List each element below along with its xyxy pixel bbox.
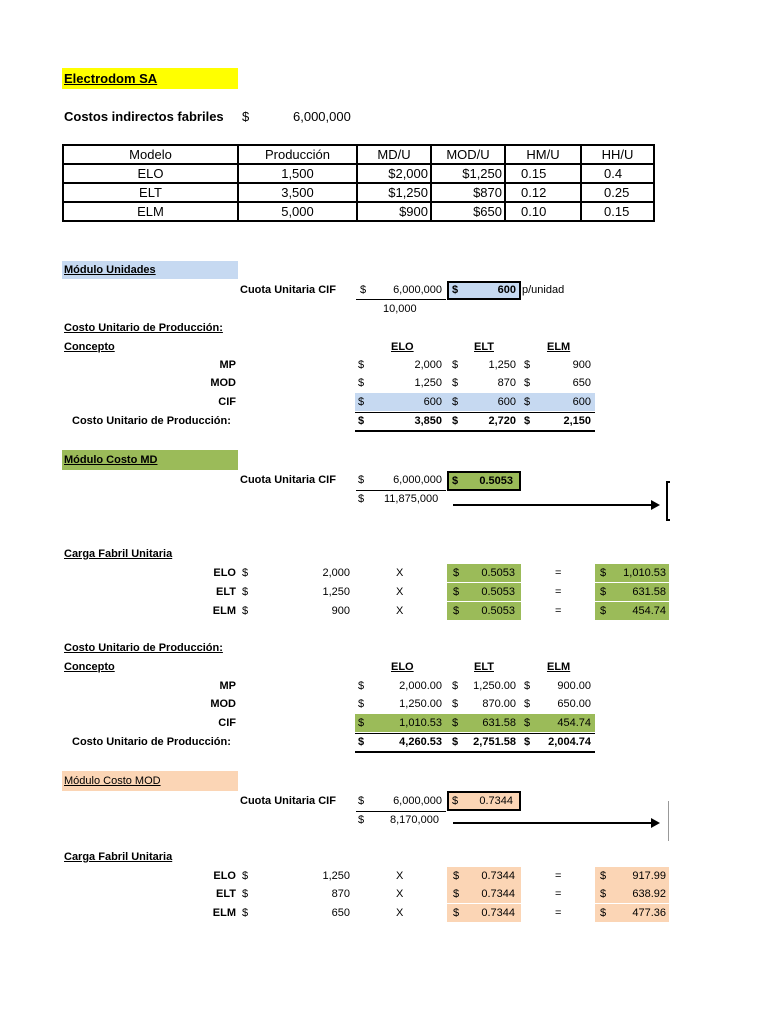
cur-sign: $: [358, 359, 365, 371]
section-title-text: Módulo Costo MOD: [64, 775, 161, 787]
row-label: MOD: [210, 377, 236, 389]
unit-label: p/unidad: [522, 284, 565, 296]
table-cell: $870: [431, 183, 505, 202]
base-value: 900: [331, 605, 350, 617]
cur-sign: $: [453, 586, 460, 598]
summary-table: [62, 144, 655, 222]
result-cell: [595, 583, 669, 601]
total-value: 2,004.74: [548, 736, 591, 748]
concepto-label: Concepto: [64, 661, 115, 673]
arrow-line: [453, 822, 653, 824]
cur-sign: $: [453, 907, 460, 919]
total-value: 3,850: [414, 415, 442, 427]
rate-cell: [447, 602, 521, 620]
concepto-label: Concepto: [64, 341, 115, 353]
cuota-label: Cuota Unitaria CIF: [240, 284, 336, 296]
cur-sign: $: [453, 888, 460, 900]
total-value: 2,720: [488, 415, 516, 427]
cur-sign: $: [453, 870, 460, 882]
cur-sign: $: [453, 605, 460, 617]
result-cell: [595, 602, 669, 620]
cuota-result: 0.5053: [479, 475, 513, 487]
table-cell: 0.12: [505, 183, 581, 202]
cur-sign: $: [358, 795, 365, 807]
cur-sign: $: [360, 284, 367, 296]
cuota-label: Cuota Unitaria CIF: [240, 795, 336, 807]
cu-title: Costo Unitario de Producción:: [64, 322, 223, 334]
table-cell: ELO: [63, 164, 238, 183]
row-label: ELM: [212, 907, 236, 919]
cur-sign: $: [524, 717, 531, 729]
rate-value: 0.7344: [481, 870, 515, 882]
result-cell: [595, 867, 669, 885]
cif-currency: $: [242, 109, 250, 124]
total-line-bottom: [355, 751, 595, 753]
cur-sign: $: [358, 814, 365, 826]
row-label: CIF: [218, 717, 236, 729]
section-title-unidades: [62, 261, 238, 279]
cuota-result: 0.7344: [479, 795, 513, 807]
cuota-label: Cuota Unitaria CIF: [240, 474, 336, 486]
bracket-bottom: [666, 519, 670, 521]
cuota-denominator: 11,875,000: [384, 493, 439, 505]
row-label: MP: [219, 359, 236, 371]
value-cell: 1,250.00: [399, 698, 442, 710]
rate-cell: [447, 867, 521, 885]
col-elt: ELT: [474, 661, 494, 673]
rate-value: 0.7344: [481, 888, 515, 900]
cuota-result: 600: [497, 284, 516, 296]
arrow-head-icon: [651, 500, 660, 510]
rate-value: 0.7344: [481, 907, 515, 919]
value-cell: 900.00: [557, 680, 591, 692]
col-elm: ELM: [547, 661, 571, 673]
fraction-line: [356, 811, 446, 812]
col-elo: ELO: [391, 661, 414, 673]
total-value: 2,150: [563, 415, 591, 427]
table-cell: $1,250: [357, 183, 431, 202]
cur-sign: $: [452, 377, 459, 389]
cur-sign: $: [242, 870, 249, 882]
result-cur: $: [452, 284, 459, 296]
result-value: 477.36: [632, 907, 666, 919]
header-mod-u: MOD/U: [431, 145, 505, 164]
base-value: 870: [331, 888, 350, 900]
value-cell: 1,250.00: [473, 680, 516, 692]
row-label: MP: [219, 680, 236, 692]
cur-sign: $: [358, 474, 365, 486]
result-cell: [595, 564, 669, 582]
rate-cell: [447, 885, 521, 903]
header-modelo: Modelo: [63, 145, 238, 164]
total-value: 4,260.53: [399, 736, 442, 748]
row-label: MOD: [210, 698, 236, 710]
cur-sign: $: [358, 736, 365, 748]
value-cell: 600: [423, 396, 442, 408]
total-label: Costo Unitario de Producción:: [72, 736, 231, 748]
value-cell: 2,000: [414, 359, 442, 371]
cur-sign: $: [524, 415, 531, 427]
bracket-mark: [666, 481, 668, 521]
value-cell: 650.00: [557, 698, 591, 710]
times-sign: X: [396, 605, 404, 617]
table-cell: 0.4: [581, 164, 654, 183]
cuota-numerator: 6,000,000: [393, 795, 442, 807]
cuota-result-box: [447, 471, 521, 491]
rate-value: 0.5053: [481, 586, 515, 598]
bracket-top: [666, 481, 670, 483]
header-hm-u: HM/U: [505, 145, 581, 164]
total-line-top: [355, 412, 595, 413]
total-line-bottom: [355, 430, 595, 432]
value-cell: 1,010.53: [399, 717, 442, 729]
result-value: 631.58: [632, 586, 666, 598]
table-cell: 1,500: [238, 164, 357, 183]
table-row: [63, 183, 654, 202]
base-value: 2,000: [322, 567, 350, 579]
cur-sign: $: [524, 396, 531, 408]
value-cell: 1,250: [488, 359, 516, 371]
table-cell: $650: [431, 202, 505, 221]
cur-sign: $: [600, 888, 607, 900]
cur-sign: $: [524, 377, 531, 389]
base-value: 1,250: [322, 586, 350, 598]
equals-sign: =: [555, 870, 562, 882]
equals-sign: =: [555, 605, 562, 617]
cur-sign: $: [524, 359, 531, 371]
value-cell: 600: [497, 396, 516, 408]
cur-sign: $: [600, 605, 607, 617]
table-cell: ELM: [63, 202, 238, 221]
cur-sign: $: [452, 698, 459, 710]
fraction-line: [356, 490, 446, 491]
cuota-result-box: [447, 281, 521, 300]
rate-cell: [447, 583, 521, 601]
result-cur: $: [452, 795, 459, 807]
cur-sign: $: [242, 586, 249, 598]
rate-value: 0.5053: [481, 567, 515, 579]
cur-sign: $: [452, 415, 459, 427]
cuota-numerator: 6,000,000: [393, 474, 442, 486]
equals-sign: =: [555, 586, 562, 598]
total-value: 2,751.58: [473, 736, 516, 748]
col-elm: ELM: [547, 341, 571, 353]
rate-cell: [447, 904, 521, 922]
arrow-head-icon: [651, 818, 660, 828]
table-cell: $900: [357, 202, 431, 221]
cur-sign: $: [600, 586, 607, 598]
cur-sign: $: [242, 567, 249, 579]
arrow-line: [453, 504, 653, 506]
result-value: 1,010.53: [623, 567, 666, 579]
total-line-top: [355, 733, 595, 734]
times-sign: X: [396, 888, 404, 900]
times-sign: X: [396, 586, 404, 598]
cur-sign: $: [453, 567, 460, 579]
header-hh-u: HH/U: [581, 145, 654, 164]
rate-value: 0.5053: [481, 605, 515, 617]
table-cell: 0.25: [581, 183, 654, 202]
equals-sign: =: [555, 567, 562, 579]
table-cell: 0.10: [505, 202, 581, 221]
col-elt: ELT: [474, 341, 494, 353]
cur-sign: $: [600, 567, 607, 579]
base-value: 1,250: [322, 870, 350, 882]
cur-sign: $: [358, 680, 365, 692]
cur-sign: $: [358, 396, 365, 408]
result-value: 454.74: [632, 605, 666, 617]
cif-value: 6,000,000: [293, 109, 351, 124]
value-cell: 900: [572, 359, 591, 371]
section-title-mod: [62, 771, 238, 791]
value-cell: 600: [572, 396, 591, 408]
table-row: [63, 202, 654, 221]
cur-sign: $: [358, 717, 365, 729]
result-cell: [595, 904, 669, 922]
carga-title: Carga Fabril Unitaria: [64, 851, 173, 863]
cur-sign: $: [358, 698, 365, 710]
result-value: 638.92: [632, 888, 666, 900]
cur-sign: $: [242, 605, 249, 617]
cur-sign: $: [242, 888, 249, 900]
result-cell: [595, 885, 669, 903]
cuota-denominator: 10,000: [383, 303, 417, 315]
value-cell: 631.58: [482, 717, 516, 729]
cur-sign: $: [452, 359, 459, 371]
col-elo: ELO: [391, 341, 414, 353]
row-label: ELT: [216, 888, 236, 900]
cuota-numerator: 6,000,000: [393, 284, 442, 296]
table-row: [63, 164, 654, 183]
row-label: CIF: [218, 396, 236, 408]
bracket-mark: [668, 801, 669, 841]
value-cell: 650: [572, 377, 591, 389]
cur-sign: $: [452, 680, 459, 692]
cur-sign: $: [452, 396, 459, 408]
cuota-result-box: [447, 791, 521, 811]
cu-title: Costo Unitario de Producción:: [64, 642, 223, 654]
table-cell: 0.15: [581, 202, 654, 221]
row-label: ELO: [213, 870, 236, 882]
value-cell: 454.74: [557, 717, 591, 729]
cur-sign: $: [524, 680, 531, 692]
cuota-denominator: 8,170,000: [390, 814, 439, 826]
header-md-u: MD/U: [357, 145, 431, 164]
cur-sign: $: [358, 493, 365, 505]
table-cell: 0.15: [505, 164, 581, 183]
rate-cell: [447, 564, 521, 582]
cur-sign: $: [600, 907, 607, 919]
table-cell: 3,500: [238, 183, 357, 202]
company-title: [62, 68, 238, 89]
section-title-text: Módulo Unidades: [64, 264, 156, 276]
cur-sign: $: [600, 870, 607, 882]
value-cell: 870: [497, 377, 516, 389]
times-sign: X: [396, 870, 404, 882]
cur-sign: $: [524, 736, 531, 748]
value-cell: 2,000.00: [399, 680, 442, 692]
company-name: Electrodom SA: [64, 71, 158, 86]
cif-label: Costos indirectos fabriles: [64, 109, 224, 124]
table-cell: $1,250: [431, 164, 505, 183]
table-cell: ELT: [63, 183, 238, 202]
cur-sign: $: [452, 736, 459, 748]
section-title-md: [62, 450, 238, 470]
base-value: 650: [331, 907, 350, 919]
row-label: ELT: [216, 586, 236, 598]
table-cell: $2,000: [357, 164, 431, 183]
carga-title: Carga Fabril Unitaria: [64, 548, 173, 560]
cur-sign: $: [524, 698, 531, 710]
section-title-text: Módulo Costo MD: [64, 454, 158, 466]
times-sign: X: [396, 907, 404, 919]
cur-sign: $: [358, 415, 365, 427]
result-cur: $: [452, 475, 459, 487]
equals-sign: =: [555, 888, 562, 900]
cur-sign: $: [242, 907, 249, 919]
value-cell: 1,250: [414, 377, 442, 389]
table-cell: 5,000: [238, 202, 357, 221]
row-label: ELM: [212, 605, 236, 617]
row-label: ELO: [213, 567, 236, 579]
times-sign: X: [396, 567, 404, 579]
header-produccion: Producción: [238, 145, 357, 164]
table-header-row: [63, 145, 654, 164]
total-label: Costo Unitario de Producción:: [72, 415, 231, 427]
equals-sign: =: [555, 907, 562, 919]
cur-sign: $: [452, 717, 459, 729]
value-cell: 870.00: [482, 698, 516, 710]
fraction-line: [356, 299, 446, 300]
cur-sign: $: [358, 377, 365, 389]
result-value: 917.99: [632, 870, 666, 882]
